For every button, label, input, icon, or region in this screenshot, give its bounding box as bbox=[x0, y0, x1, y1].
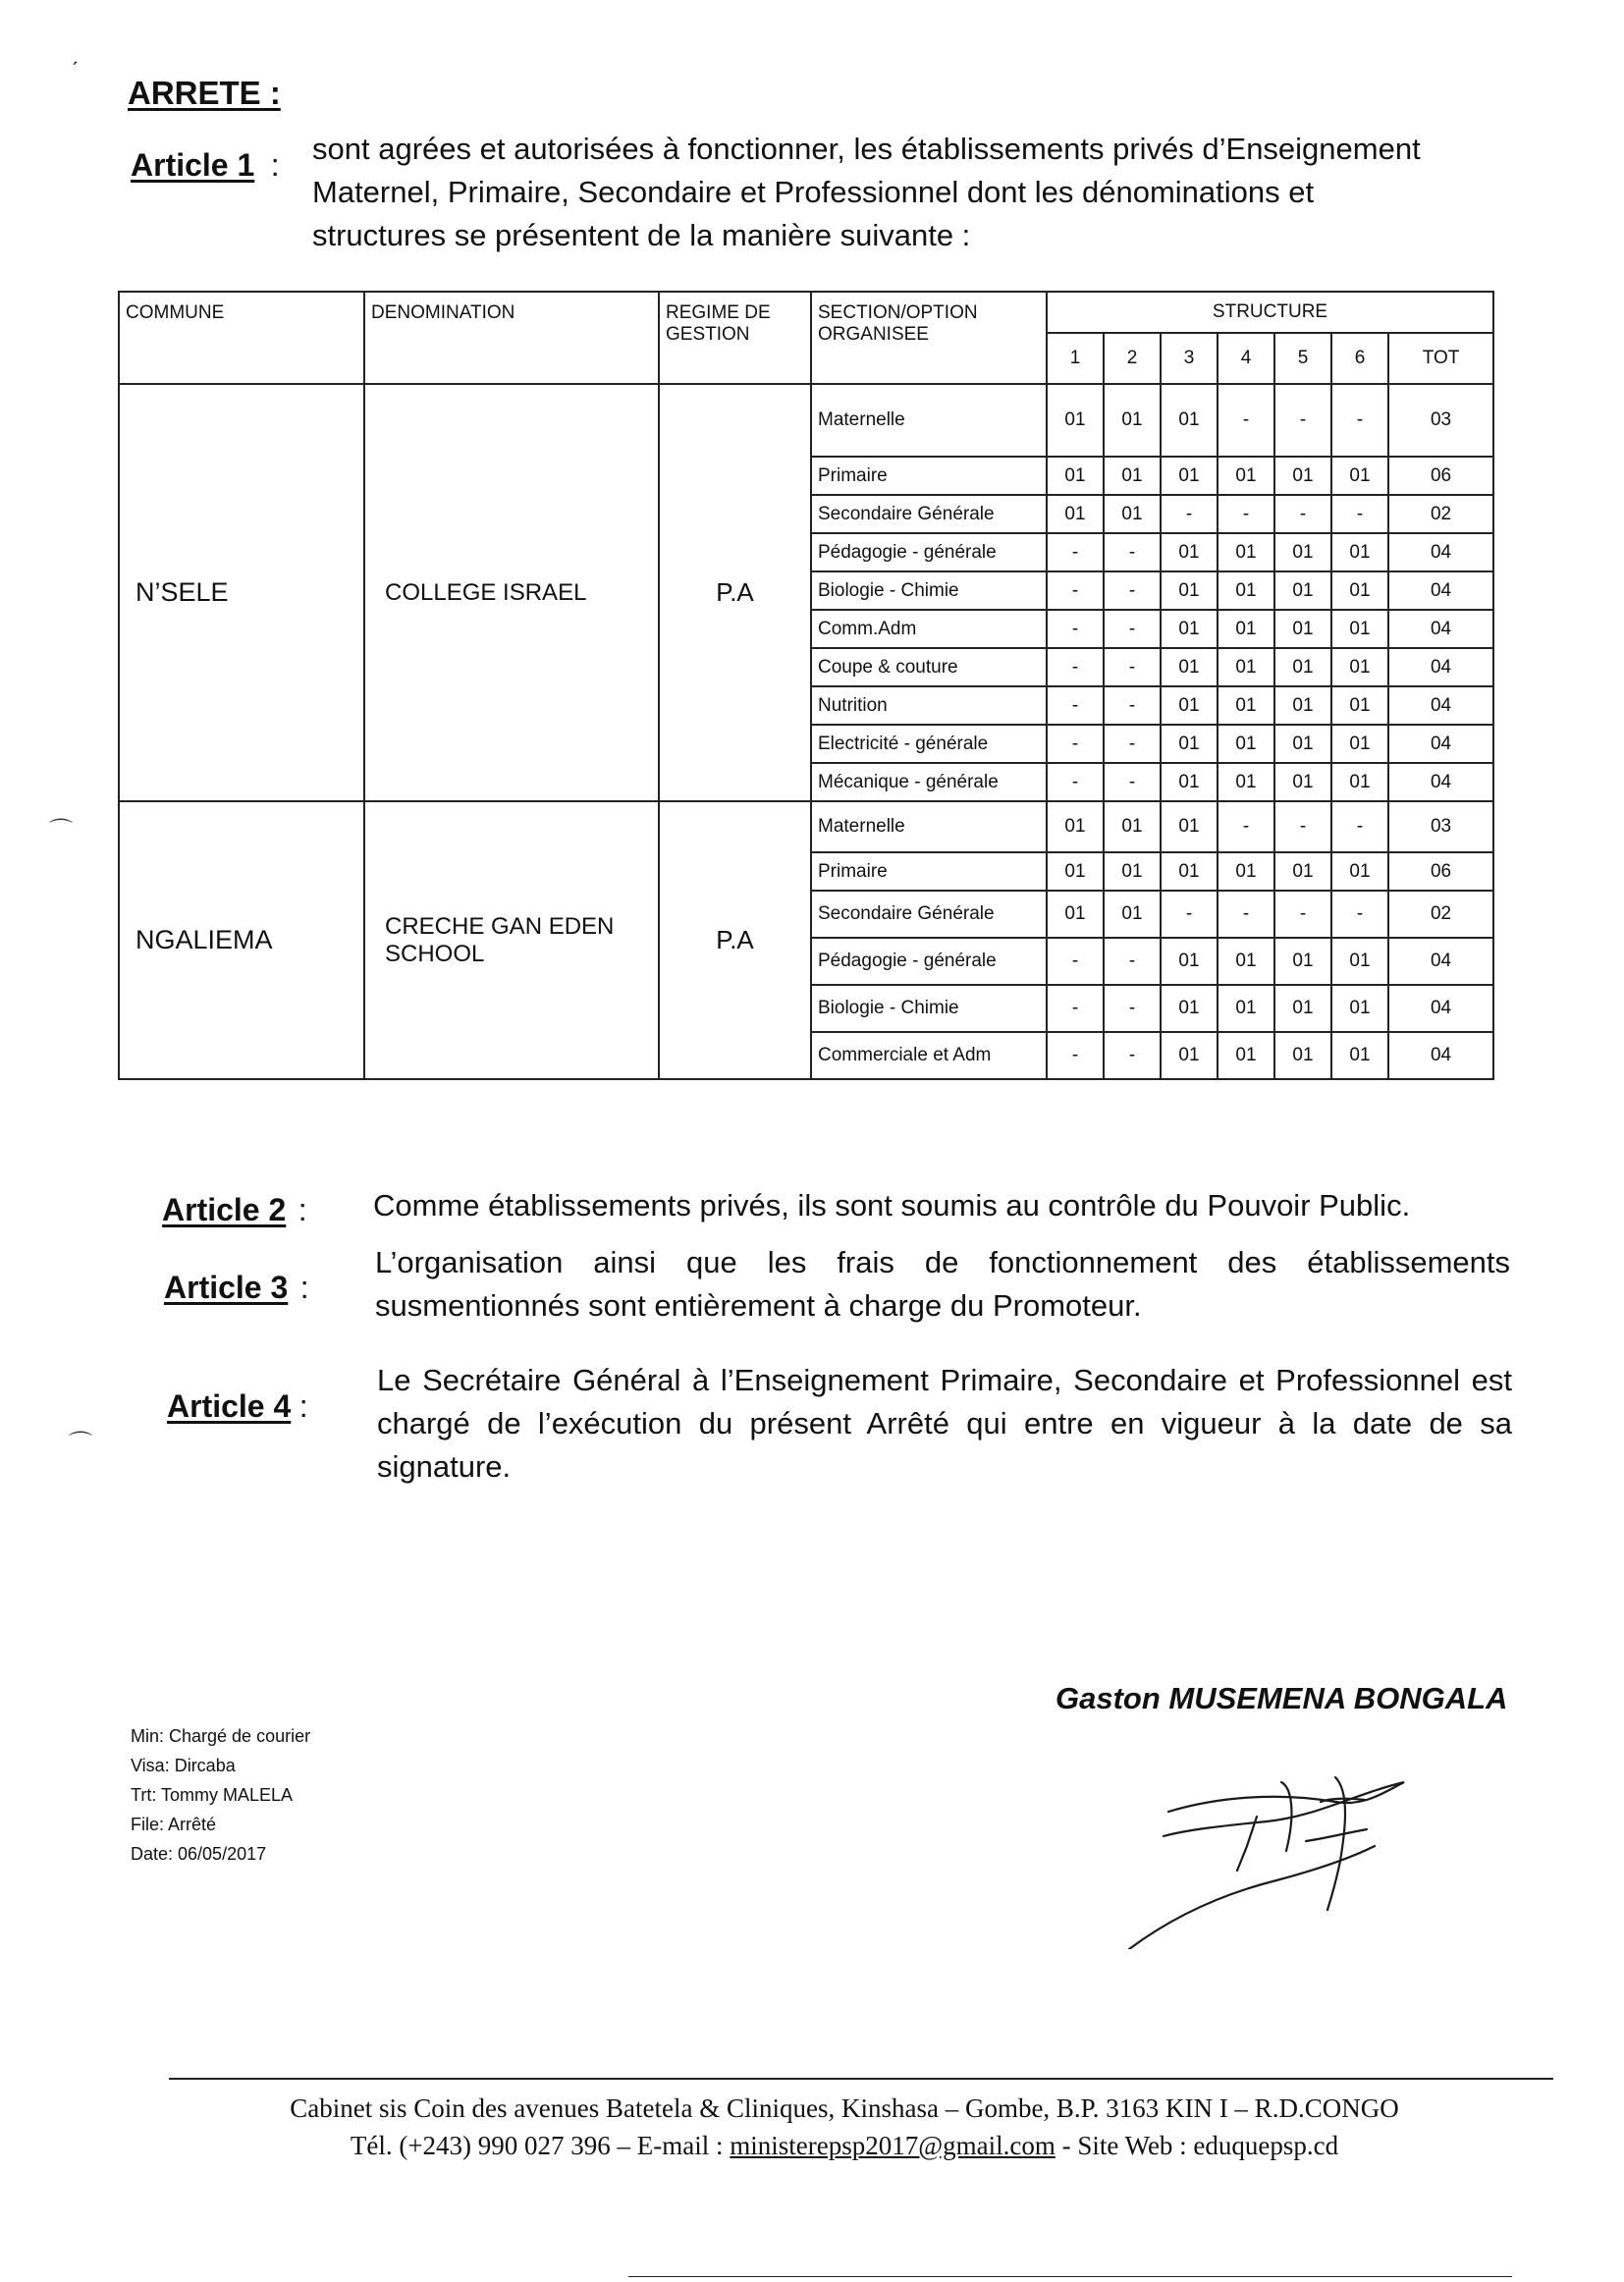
header-col-2: 2 bbox=[1104, 333, 1161, 384]
structure-cell: 01 bbox=[1218, 763, 1274, 801]
footer-line-2 bbox=[196, 2127, 1492, 2164]
meta-date: Date: 06/05/2017 bbox=[131, 1844, 267, 1864]
footer-website: - Site Web : eduquepsp.cd bbox=[1055, 2131, 1339, 2160]
structure-cell: - bbox=[1218, 495, 1274, 533]
total-cell: 04 bbox=[1388, 686, 1493, 725]
section-cell: Electricité - générale bbox=[811, 725, 1047, 763]
regime-cell: P.A bbox=[659, 801, 811, 1079]
section-cell: Secondaire Générale bbox=[811, 495, 1047, 533]
structure-cell: 01 bbox=[1274, 852, 1331, 891]
structure-cell: - bbox=[1047, 763, 1104, 801]
structure-cell: 01 bbox=[1274, 725, 1331, 763]
total-cell: 02 bbox=[1388, 495, 1493, 533]
article-4-label-group bbox=[167, 1388, 308, 1425]
header-regime: REGIME DE GESTION bbox=[659, 292, 811, 384]
margin-mark: ˏ bbox=[71, 39, 79, 66]
structure-cell: 01 bbox=[1161, 938, 1218, 985]
structure-cell: 01 bbox=[1218, 1032, 1274, 1079]
article-2-text: Comme établissements privés, ils sont soumis au contrôle du Pouvoir Public. bbox=[373, 1188, 1411, 1222]
structure-cell: - bbox=[1218, 384, 1274, 457]
article-4-label: Article 4 bbox=[167, 1388, 292, 1424]
structure-cell: - bbox=[1047, 725, 1104, 763]
structure-cell: - bbox=[1331, 801, 1388, 852]
section-cell: Primaire bbox=[811, 852, 1047, 891]
structure-cell: 01 bbox=[1218, 725, 1274, 763]
commune-cell: NGALIEMA bbox=[119, 801, 364, 1079]
structure-cell: 01 bbox=[1331, 571, 1388, 610]
structure-cell: - bbox=[1104, 938, 1161, 985]
header-col-4: 4 bbox=[1218, 333, 1274, 384]
structure-cell: - bbox=[1218, 801, 1274, 852]
structure-cell: - bbox=[1047, 648, 1104, 686]
structure-cell: 01 bbox=[1047, 384, 1104, 457]
meta-trt: Trt: Tommy MALELA bbox=[131, 1785, 294, 1805]
section-cell: Biologie - Chimie bbox=[811, 985, 1047, 1032]
margin-mark: ⌒ bbox=[69, 1431, 92, 1457]
structure-cell: 01 bbox=[1161, 1032, 1218, 1079]
structure-cell: 01 bbox=[1161, 801, 1218, 852]
structure-cell: - bbox=[1047, 1032, 1104, 1079]
header-structure: STRUCTURE bbox=[1047, 292, 1493, 333]
structure-cell: - bbox=[1161, 891, 1218, 938]
structure-cell: 01 bbox=[1274, 763, 1331, 801]
total-cell: 03 bbox=[1388, 801, 1493, 852]
article-1-label: Article 1 bbox=[131, 147, 255, 183]
header-col-3: 3 bbox=[1161, 333, 1218, 384]
structure-cell: 01 bbox=[1104, 495, 1161, 533]
structure-cell: 01 bbox=[1161, 533, 1218, 571]
structure-cell: - bbox=[1274, 495, 1331, 533]
structure-cell: 01 bbox=[1161, 686, 1218, 725]
structure-cell: 01 bbox=[1161, 571, 1218, 610]
structure-cell: - bbox=[1274, 891, 1331, 938]
structure-cell: - bbox=[1104, 533, 1161, 571]
structure-cell: 01 bbox=[1274, 610, 1331, 648]
structure-cell: 01 bbox=[1274, 686, 1331, 725]
structure-table bbox=[118, 291, 1494, 1080]
total-cell: 06 bbox=[1388, 852, 1493, 891]
structure-cell: - bbox=[1274, 801, 1331, 852]
structure-cell: - bbox=[1331, 891, 1388, 938]
section-cell: Mécanique - générale bbox=[811, 763, 1047, 801]
section-cell: Pédagogie - générale bbox=[811, 938, 1047, 985]
header-col-tot: TOT bbox=[1388, 333, 1493, 384]
structure-cell: 01 bbox=[1047, 495, 1104, 533]
header-col-5: 5 bbox=[1274, 333, 1331, 384]
article-3-text: L’organisation ainsi que les frais de fonctionnement des établissements susmentionnés sont entièrement à charge du Promoteur. bbox=[375, 1245, 1510, 1323]
structure-cell: 01 bbox=[1047, 801, 1104, 852]
header-section: SECTION/OPTION ORGANISEE bbox=[811, 292, 1047, 384]
structure-cell: 01 bbox=[1047, 852, 1104, 891]
structure-cell: 01 bbox=[1104, 852, 1161, 891]
structure-cell: - bbox=[1274, 384, 1331, 457]
footer-phone: Tél. (+243) 990 027 396 – E-mail : bbox=[350, 2131, 731, 2160]
header-col-1: 1 bbox=[1047, 333, 1104, 384]
total-cell: 04 bbox=[1388, 725, 1493, 763]
structure-cell: 01 bbox=[1331, 686, 1388, 725]
structure-cell: 01 bbox=[1331, 533, 1388, 571]
footer-line-1: Cabinet sis Coin des avenues Batetela & Cliniques, Kinshasa – Gombe, B.P. 3163 KIN I – R.D.CONGO bbox=[290, 2093, 1399, 2123]
structure-cell: 01 bbox=[1274, 457, 1331, 495]
structure-cell: - bbox=[1331, 384, 1388, 457]
structure-cell: 01 bbox=[1331, 1032, 1388, 1079]
structure-cell: 01 bbox=[1218, 852, 1274, 891]
structure-cell: 01 bbox=[1047, 457, 1104, 495]
commune-cell: N’SELE bbox=[119, 384, 364, 801]
total-cell: 02 bbox=[1388, 891, 1493, 938]
structure-cell: 01 bbox=[1331, 763, 1388, 801]
total-cell: 04 bbox=[1388, 938, 1493, 985]
structure-cell: - bbox=[1104, 648, 1161, 686]
meta-min: Min: Chargé de courier bbox=[131, 1726, 311, 1746]
total-cell: 04 bbox=[1388, 1032, 1493, 1079]
structure-cell: - bbox=[1104, 985, 1161, 1032]
structure-cell: 01 bbox=[1161, 725, 1218, 763]
structure-cell: 01 bbox=[1104, 801, 1161, 852]
structure-cell: - bbox=[1047, 686, 1104, 725]
structure-cell: 01 bbox=[1104, 384, 1161, 457]
article-2-colon: : bbox=[298, 1192, 307, 1227]
footer-address bbox=[196, 2090, 1492, 2164]
table-row bbox=[119, 384, 1493, 457]
structure-cell: 01 bbox=[1274, 533, 1331, 571]
structure-cell: - bbox=[1104, 763, 1161, 801]
structure-cell: 01 bbox=[1161, 852, 1218, 891]
structure-cell: 01 bbox=[1331, 610, 1388, 648]
footer-divider bbox=[169, 2078, 1553, 2080]
section-cell: Maternelle bbox=[811, 801, 1047, 852]
structure-cell: - bbox=[1104, 686, 1161, 725]
structure-cell: 01 bbox=[1047, 891, 1104, 938]
structure-cell: - bbox=[1161, 495, 1218, 533]
structure-cell: 01 bbox=[1331, 938, 1388, 985]
structure-cell: 01 bbox=[1218, 610, 1274, 648]
structure-cell: 01 bbox=[1274, 1032, 1331, 1079]
structure-cell: 01 bbox=[1274, 571, 1331, 610]
structure-cell: 01 bbox=[1274, 648, 1331, 686]
total-cell: 04 bbox=[1388, 763, 1493, 801]
article-3-label: Article 3 bbox=[164, 1270, 289, 1305]
structure-cell: 01 bbox=[1161, 648, 1218, 686]
article-4-colon: : bbox=[298, 1388, 308, 1424]
section-cell: Maternelle bbox=[811, 384, 1047, 457]
structure-cell: - bbox=[1331, 495, 1388, 533]
section-cell: Comm.Adm bbox=[811, 610, 1047, 648]
total-cell: 04 bbox=[1388, 571, 1493, 610]
article-1-label-group bbox=[131, 147, 280, 184]
section-cell: Pédagogie - générale bbox=[811, 533, 1047, 571]
structure-cell: 01 bbox=[1161, 610, 1218, 648]
section-cell: Biologie - Chimie bbox=[811, 571, 1047, 610]
margin-mark: ⌒ bbox=[49, 818, 73, 844]
structure-cell: 01 bbox=[1218, 648, 1274, 686]
structure-cell: 01 bbox=[1218, 457, 1274, 495]
article-2-label-group bbox=[162, 1192, 307, 1228]
structure-cell: 01 bbox=[1331, 985, 1388, 1032]
page-heading: ARRETE : bbox=[128, 75, 281, 111]
section-cell: Secondaire Générale bbox=[811, 891, 1047, 938]
article-1-text: sont agrées et autorisées à fonctionner, les établissements privés d’Enseignement Maternel, Primaire, Secondaire et Professionnel dont les dénominations et structures se présentent de la manière suivante : bbox=[312, 132, 1421, 252]
table-row bbox=[119, 801, 1493, 852]
meta-visa: Visa: Dircaba bbox=[131, 1756, 236, 1775]
structure-cell: 01 bbox=[1218, 938, 1274, 985]
total-cell: 03 bbox=[1388, 384, 1493, 457]
structure-cell: - bbox=[1047, 571, 1104, 610]
total-cell: 04 bbox=[1388, 610, 1493, 648]
structure-cell: 01 bbox=[1161, 985, 1218, 1032]
structure-cell: - bbox=[1047, 985, 1104, 1032]
signer-name: Gaston MUSEMENA BONGALA bbox=[1056, 1681, 1508, 1715]
structure-cell: 01 bbox=[1218, 985, 1274, 1032]
article-2-label: Article 2 bbox=[162, 1192, 287, 1227]
denomination-cell: COLLEGE ISRAEL bbox=[364, 384, 659, 801]
article-3-colon: : bbox=[299, 1270, 309, 1305]
structure-cell: 01 bbox=[1331, 852, 1388, 891]
section-cell: Primaire bbox=[811, 457, 1047, 495]
bottom-edge-line bbox=[628, 2276, 1512, 2277]
structure-cell: 01 bbox=[1161, 457, 1218, 495]
article-4-text: Le Secrétaire Général à l’Enseignement Primaire, Secondaire et Professionnel est chargé de l’exécution du présent Arrêté qui entre en vigueur à la date de sa signature. bbox=[377, 1363, 1512, 1484]
structure-cell: - bbox=[1104, 571, 1161, 610]
structure-cell: 01 bbox=[1274, 938, 1331, 985]
structure-cell: - bbox=[1104, 610, 1161, 648]
total-cell: 04 bbox=[1388, 985, 1493, 1032]
structure-cell: 01 bbox=[1331, 725, 1388, 763]
article-1-colon: : bbox=[270, 147, 280, 183]
structure-cell: - bbox=[1047, 610, 1104, 648]
section-cell: Commerciale et Adm bbox=[811, 1032, 1047, 1079]
routing-meta bbox=[131, 1721, 310, 1869]
structure-cell: 01 bbox=[1331, 457, 1388, 495]
structure-cell: 01 bbox=[1104, 891, 1161, 938]
article-3-label-group bbox=[164, 1270, 309, 1306]
handwritten-signature bbox=[1110, 1723, 1483, 1949]
meta-file: File: Arrêté bbox=[131, 1815, 217, 1834]
structure-cell: - bbox=[1104, 725, 1161, 763]
regime-cell: P.A bbox=[659, 384, 811, 801]
structure-cell: 01 bbox=[1218, 686, 1274, 725]
structure-cell: - bbox=[1218, 891, 1274, 938]
section-cell: Coupe & couture bbox=[811, 648, 1047, 686]
footer-email-link[interactable]: ministerepsp2017@gmail.com bbox=[730, 2131, 1056, 2160]
section-cell: Nutrition bbox=[811, 686, 1047, 725]
header-commune: COMMUNE bbox=[119, 292, 364, 384]
total-cell: 06 bbox=[1388, 457, 1493, 495]
structure-cell: - bbox=[1047, 938, 1104, 985]
denomination-cell: CRECHE GAN EDEN SCHOOL bbox=[364, 801, 659, 1079]
structure-cell: - bbox=[1047, 533, 1104, 571]
total-cell: 04 bbox=[1388, 533, 1493, 571]
structure-cell: 01 bbox=[1161, 763, 1218, 801]
structure-cell: 01 bbox=[1218, 533, 1274, 571]
header-denomination: DENOMINATION bbox=[364, 292, 659, 384]
header-col-6: 6 bbox=[1331, 333, 1388, 384]
structure-cell: 01 bbox=[1161, 384, 1218, 457]
structure-cell: - bbox=[1104, 1032, 1161, 1079]
total-cell: 04 bbox=[1388, 648, 1493, 686]
structure-cell: 01 bbox=[1331, 648, 1388, 686]
structure-cell: 01 bbox=[1104, 457, 1161, 495]
structure-cell: 01 bbox=[1218, 571, 1274, 610]
structure-cell: 01 bbox=[1274, 985, 1331, 1032]
